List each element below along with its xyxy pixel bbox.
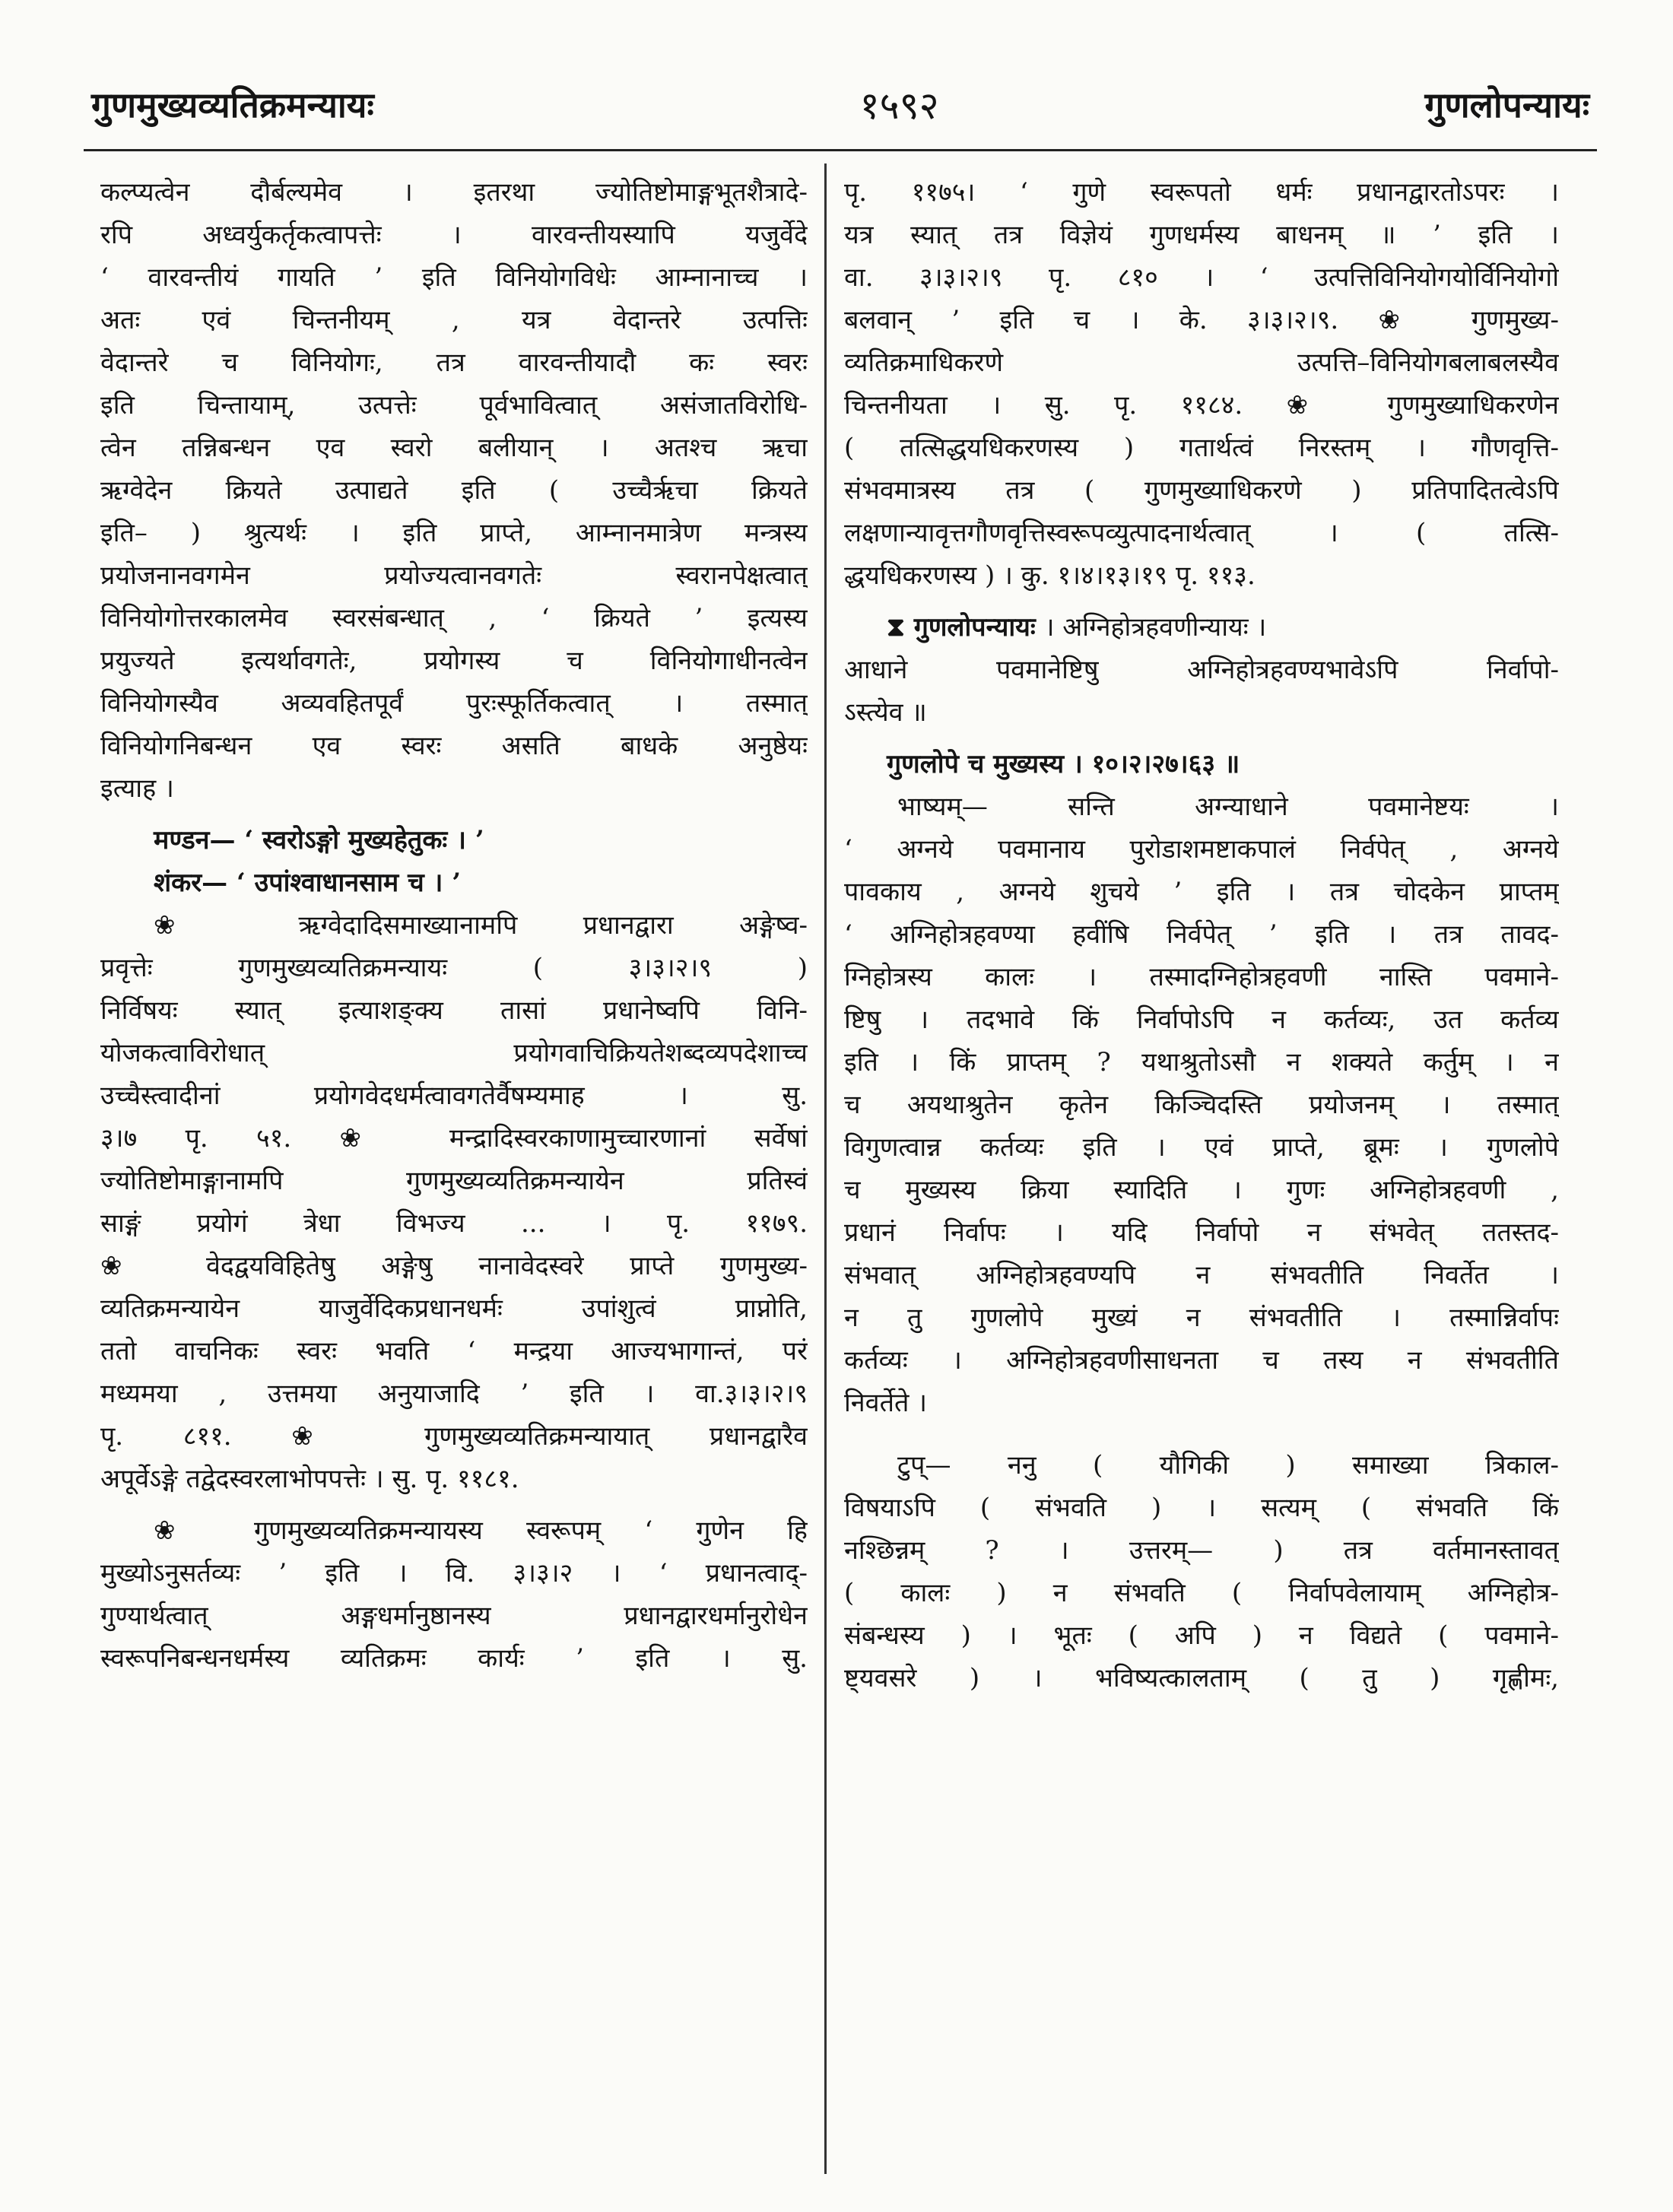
verse-quote: शंकर— ‘ उपांश्वाधानसाम च । ’ xyxy=(154,868,462,898)
bhashya-line: च अयथाश्रुतेन कृतेन किञ्चिदस्ति प्रयोजनम् । तस्मात् xyxy=(844,1090,1559,1120)
reference-line: द्धयधिकरणस्य ) । कु. १।४।१३।१९ पृ. ११३. xyxy=(844,560,1256,591)
section-heading xyxy=(844,606,1559,649)
bhashya-line: पावकाय , अग्नये शुचये ’ इति । तत्र चोदकेन प्राप्तम् xyxy=(844,877,1559,907)
reference-line: यत्र स्यात् तत्र विज्ञेयं गुणधर्मस्य बाधनम् ॥ ’ इति । xyxy=(844,220,1559,250)
verse-quote: मण्डन— ‘ स्वरोऽङ्गो मुख्यहेतुकः । ’ xyxy=(154,825,484,855)
reference-line: ❀ गुणमुख्यव्यतिक्रमन्यायस्य स्वरूपम् ‘ गुणेन हि xyxy=(154,1515,808,1546)
reference-line: बलवान् ’ इति च । के. ३।३।२।९. ❀ गुणमुख्य- xyxy=(844,305,1559,335)
text-line: प्रयुज्यते इत्यर्थावगतेः, प्रयोगस्य च विनियोगाधीनत्वेन xyxy=(100,646,808,676)
reference-line: ❀ ऋग्वेदादिसमाख्यानामपि प्रधानद्वारा अङ्गेष्व- xyxy=(154,910,808,941)
reference-line: मध्यमया , उत्तमया अनुयाजादि ’ इति । वा.३।३।२।९ xyxy=(100,1379,808,1409)
reference-line: ❀ वेदद्वयविहितेषु अङ्गेषु नानावेदस्वरे प्राप्ते गुणमुख्य- xyxy=(100,1251,808,1281)
reference-line: चिन्तनीयता । सु. पृ. ११८४. ❀ गुणमुख्याधिकरणेन xyxy=(844,390,1559,421)
spacer xyxy=(100,1500,808,1509)
bhashya-line: ‘ अग्नये पवमानाय पुरोडाशमष्टाकपालं निर्वपेत् , अग्नये xyxy=(844,834,1559,865)
text-line: ऋग्वेदेन क्रियते उत्पाद्यते इति ( उच्चैर्ऋचा क्रियते xyxy=(100,475,808,506)
header-right-title: गुणलोपन्यायः xyxy=(1424,84,1589,125)
reference-line: व्यतिक्रमन्यायेन याजुर्वेदिकप्रधानधर्मः उपांशुत्वं प्राप्नोति, xyxy=(100,1293,808,1324)
reference-line: पृ. ८११. ❀ गुणमुख्यव्यतिक्रमन्यायात् प्रधानद्वारैव xyxy=(100,1421,808,1452)
left-column xyxy=(100,171,808,1680)
text-line: अतः एवं चिन्तनीयम् , यत्र वेदान्तरे उत्पत्तिः xyxy=(100,305,808,335)
text-line: ऽस्त्येव ॥ xyxy=(844,697,927,728)
text-line: विनियोगनिबन्धन एव स्वरः असति बाधके अनुष्ठेयः xyxy=(100,731,808,761)
text-line: इति– ) श्रुत्यर्थः । इति प्राप्ते, आम्नानमात्रेण मन्त्रस्य xyxy=(100,518,808,548)
bhashya-line: ‘ अग्निहोत्रहवण्या हवींषि निर्वपेत् ’ इति । तत्र तावद- xyxy=(844,919,1559,950)
text-line: विनियोगस्यैव अव्यवहितपूर्वं पुरःस्फूर्तिकत्वात् । तस्मात् xyxy=(100,688,808,719)
tup-line: ष्ट्यवसरे ) । भविष्यत्कालताम् ( तु ) गृह्णीमः, xyxy=(844,1663,1559,1693)
text-line: वेदान्तरे च विनियोगः, तत्र वारवन्तीयादौ कः स्वरः xyxy=(100,348,808,378)
tup-line: टुप्— ननु ( यौगिकी ) समाख्या त्रिकाल- xyxy=(897,1450,1559,1480)
section-title: गुणलोपन्यायः xyxy=(904,612,1045,643)
bhashya-line: संभवात् अग्निहोत्रहवण्यपि न संभवतीति निवर्तेत । xyxy=(844,1260,1559,1290)
reference-line: साङ्गं प्रयोगं त्रेधा विभज्य ... । पृ. ११७९. xyxy=(100,1208,808,1239)
reference-line: प्रवृत्तेः गुणमुख्यव्यतिक्रमन्यायः ( ३।३।२।९ ) xyxy=(100,953,808,983)
reference-line: स्वरूपनिबन्धनधर्मस्य व्यतिक्रमः कार्यः ’ इति । सु. xyxy=(100,1643,808,1674)
running-header xyxy=(91,70,1589,138)
bhashya-line: न तु गुणलोपे मुख्यं न संभवतीति । तस्मान्निर्वापः xyxy=(844,1303,1559,1333)
header-rule xyxy=(84,149,1597,151)
tup-line: नश्छिन्नम् ? । उत्तरम्— ) तत्र वर्तमानस्तावत् xyxy=(844,1535,1559,1566)
bhashya-line: च मुख्यस्य क्रिया स्यादिति । गुणः अग्निहोत्रहवणी , xyxy=(844,1175,1559,1205)
reference-line: लक्षणान्यावृत्तगौणवृत्तिस्वरूपव्युत्पादनार्थत्वात् । ( तत्सि- xyxy=(844,518,1559,548)
reference-line: संभवमात्रस्य तत्र ( गुणमुख्याधिकरणे ) प्रतिपादितत्वेऽपि xyxy=(844,475,1559,506)
bhashya-line: ष्टिषु । तदभावे किं निर्वापोऽपि न कर्तव्यः, उत कर्तव्य xyxy=(844,1004,1559,1035)
section-alias: । अग्निहोत्रहवणीन्यायः । xyxy=(1044,612,1267,643)
header-left-title: गुणमुख्यव्यतिक्रमन्यायः xyxy=(91,84,374,125)
spacer xyxy=(844,597,1559,606)
reference-line: ( तत्सिद्धयधिकरणस्य ) गतार्थत्वं निरस्तम् । गौणवृत्ति- xyxy=(844,433,1559,463)
text-line: त्वेन तन्निबन्धन एव स्वरो बलीयान् । अतश्च ऋचा xyxy=(100,433,808,463)
sutra-line: गुणलोपे च मुख्यस्य । १०।२।२७।६३ ॥ xyxy=(887,749,1240,779)
spacer xyxy=(100,810,808,819)
reference-line: निर्विषयः स्यात् इत्याशङ्क्य तासां प्रधानेष्वपि विनि- xyxy=(100,995,808,1026)
column-divider xyxy=(824,163,827,2174)
text-line: आधाने पवमानेष्टिषु अग्निहोत्रहवण्यभावेऽपि निर्वापो- xyxy=(844,655,1559,685)
page-number: १५९२ xyxy=(859,84,939,128)
text-line: विनियोगोत्तरकालमेव स्वरसंबन्धात् , ‘ क्रियते ’ इत्यस्य xyxy=(100,603,808,633)
reference-line: ततो वाचनिकः स्वरः भवति ‘ मन्द्रया आज्यभागान्तं, परं xyxy=(100,1336,808,1366)
tup-line: संबन्धस्य ) । भूतः ( अपि ) न विद्यते ( पवमाने- xyxy=(844,1620,1559,1651)
bhashya-line: प्रधानं निर्वापः । यदि निर्वापो न संभवेत् ततस्तद- xyxy=(844,1217,1559,1248)
reference-line: वा. ३।३।२।९ पृ. ८१० । ‘ उत्पत्तिविनियोगयोर्विनियोगो xyxy=(844,262,1559,293)
text-line: ‘ वारवन्तीयं गायति ’ इति विनियोगविधेः आम्नानाच्च । xyxy=(100,262,808,293)
tup-line: विषयाऽपि ( संभवति ) । सत्यम् ( संभवति किं xyxy=(844,1493,1559,1523)
bhashya-line: ग्निहोत्रस्य कालः । तस्मादग्निहोत्रहवणी नास्ति पवमाने- xyxy=(844,962,1559,992)
text-line: रपि अध्वर्युकर्तृकत्वापत्तेः । वारवन्तीयस्यापि यजुर्वेदे xyxy=(100,220,808,250)
spacer xyxy=(844,734,1559,743)
bhashya-line: विगुणत्वान्न कर्तव्यः इति । एवं प्राप्ते, ब्रूमः । गुणलोपे xyxy=(844,1132,1559,1163)
reference-line: ज्योतिष्टोमाङ्गानामपि गुणमुख्यव्यतिक्रमन्यायेन प्रतिस्वं xyxy=(100,1166,808,1196)
reference-line: ३।७ पृ. ५१. ❀ मन्द्रादिस्वरकाणामुच्चारणानां सर्वेषां xyxy=(100,1123,808,1154)
spacer xyxy=(844,1424,1559,1444)
reference-line: मुख्योऽनुसर्तव्यः ’ इति । वि. ३।३।२ । ‘ प्रधानत्वाद्- xyxy=(100,1558,808,1588)
reference-line: व्यतिक्रमाधिकरणे उत्पत्ति–विनियोगबलाबलस्यैव xyxy=(844,348,1559,378)
reference-line: योजकत्वाविरोधात् प्रयोगवाचिक्रियतेशब्दव्यपदेशाच्च xyxy=(100,1038,808,1068)
text-line: कल्प्यत्वेन दौर्बल्यमेव । इतरथा ज्योतिष्टोमाङ्गभूतशैत्रादे- xyxy=(100,177,808,208)
reference-line: गुण्यार्थत्वात् अङ्गधर्मानुष्ठानस्य प्रधानद्वारधर्मानुरोधेन xyxy=(100,1601,808,1631)
bhashya-line: इति । किं प्राप्तम् ? यथाश्रुतोऽसौ न शक्यते कर्तुम् । न xyxy=(844,1047,1559,1077)
reference-line: उच्चैस्त्वादीनां प्रयोगवेदधर्मत्वावगतेर्वैषम्यमाह । सु. xyxy=(100,1081,808,1111)
reference-line: अपूर्वेऽङ्गे तद्वेदस्वरलाभोपपत्तेः । सु. पृ. ११८१. xyxy=(100,1464,519,1494)
tup-line: ( कालः ) न संभवति ( निर्वापवेलायाम् अग्निहोत्र- xyxy=(844,1578,1559,1608)
text-line: प्रयोजनानवगमेन प्रयोज्यत्वानवगतेः स्वरानपेक्षत्वात् xyxy=(100,560,808,591)
bhashya-line: कर्तव्यः । अग्निहोत्रहवणीसाधनता च तस्य न संभवतीति xyxy=(844,1345,1559,1376)
right-column xyxy=(844,171,1559,1699)
text-line: इति चिन्तायाम्, उत्पत्तेः पूर्वभावित्वात् असंजातविरोधि- xyxy=(100,390,808,421)
hourglass-icon: ⧗ xyxy=(887,612,905,643)
bhashya-line: निवर्तेते । xyxy=(844,1388,928,1418)
reference-line: पृ. ११७५। ‘ गुणे स्वरूपतो धर्मः प्रधानद्वारतोऽपरः । xyxy=(844,177,1559,208)
bhashya-line: भाष्यम्— सन्ति अग्न्याधाने पवमानेष्टयः । xyxy=(897,792,1559,822)
text-line: इत्याह । xyxy=(100,773,174,804)
